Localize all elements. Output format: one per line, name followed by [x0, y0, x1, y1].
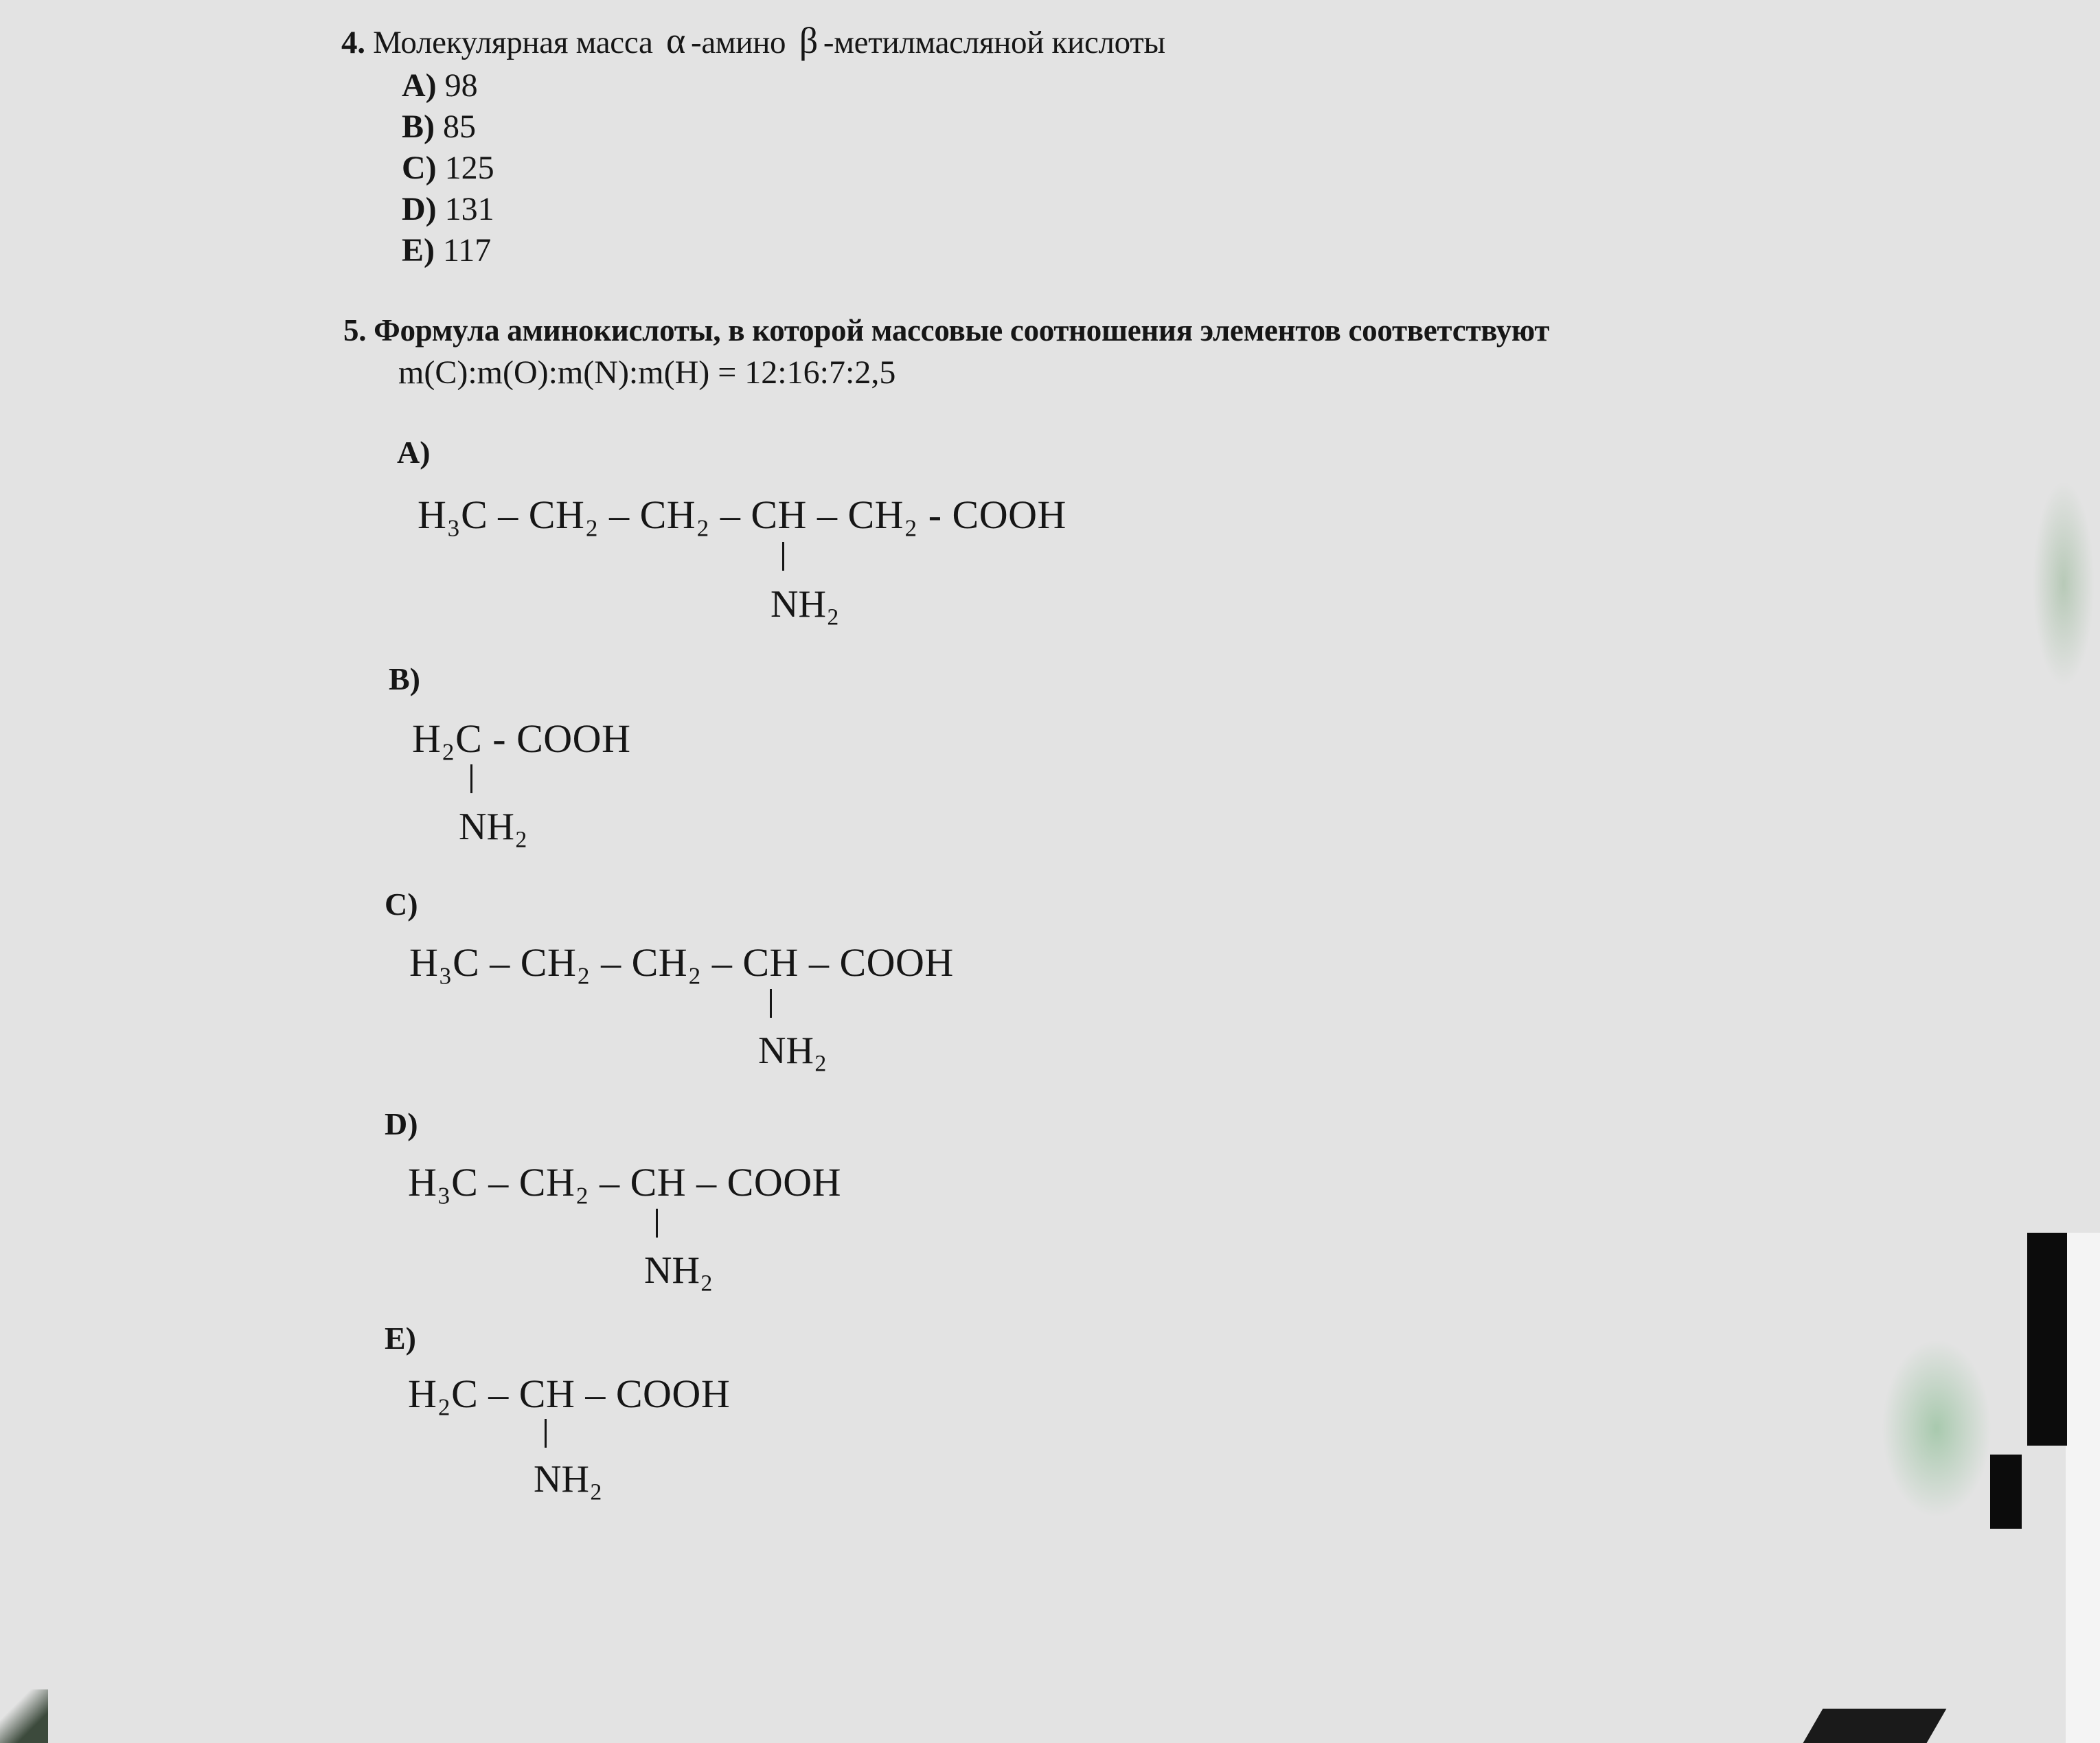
option-letter: B) — [402, 109, 435, 145]
option-label: A) — [397, 435, 431, 470]
answer-option — [402, 190, 494, 228]
substituent-amino: NH₂ — [534, 1458, 603, 1501]
option-label: C) — [385, 887, 418, 922]
option-value: 85 — [443, 109, 476, 145]
bond-line — [470, 764, 472, 793]
option-value: 98 — [444, 67, 478, 104]
question-number: 5. — [343, 313, 367, 348]
scan-stain — [2033, 481, 2095, 687]
structural-formula: H₃C – CH₂ – CH – COOH — [408, 1160, 841, 1205]
option-letter: E) — [402, 232, 435, 269]
option-letter: D) — [402, 191, 437, 227]
option-label: D) — [385, 1106, 418, 1141]
scan-edge — [0, 1689, 48, 1743]
option-label: E) — [385, 1321, 416, 1356]
bond-line — [656, 1209, 658, 1238]
structural-formula: H₂C - COOH — [412, 716, 631, 761]
option-label: B) — [389, 661, 420, 696]
answer-option — [402, 231, 491, 269]
structural-formula: H₂C – CH – COOH — [408, 1371, 731, 1416]
question-4-title — [341, 19, 1165, 62]
answer-option — [402, 67, 478, 104]
structural-formula: H₃C – CH₂ – CH₂ – CH – COOH — [409, 940, 954, 985]
option-value: 117 — [443, 232, 492, 269]
answer-option — [402, 108, 476, 146]
substituent-amino: NH₂ — [758, 1029, 828, 1072]
alpha-symbol: α — [665, 20, 685, 61]
option-letter: C) — [402, 150, 437, 186]
scan-stain — [1882, 1339, 1991, 1518]
scan-edge — [1990, 1455, 2022, 1529]
substituent-amino: NH₂ — [771, 583, 840, 626]
scan-edge — [1803, 1709, 1947, 1743]
option-letter: A) — [402, 67, 437, 104]
mass-ratio: m(C):m(O):m(N):m(H) = 12:16:7:2,5 — [398, 354, 896, 391]
answer-option — [402, 149, 494, 187]
question-5-title — [343, 312, 1549, 348]
beta-symbol: β — [799, 20, 818, 61]
bond-line — [770, 989, 772, 1018]
option-value: 125 — [444, 150, 494, 186]
option-value: 131 — [444, 191, 494, 227]
substituent-amino: NH₂ — [459, 806, 528, 848]
substituent-amino: NH₂ — [644, 1249, 714, 1292]
bond-line — [545, 1419, 547, 1448]
structural-formula: H₃C – CH₂ – CH₂ – CH – CH₂ - COOH — [418, 492, 1066, 537]
question-text: -метилмасляной кислоты — [823, 25, 1165, 60]
question-text: Формула аминокислоты, в которой массовые соотношения элементов соответствуют — [374, 313, 1550, 348]
question-text: Молекулярная масса — [373, 25, 653, 60]
scan-edge — [2066, 1233, 2100, 1743]
bond-line — [782, 542, 784, 571]
question-text: -амино — [690, 25, 786, 60]
question-number: 4. — [341, 25, 365, 60]
scan-edge — [2027, 1233, 2067, 1446]
